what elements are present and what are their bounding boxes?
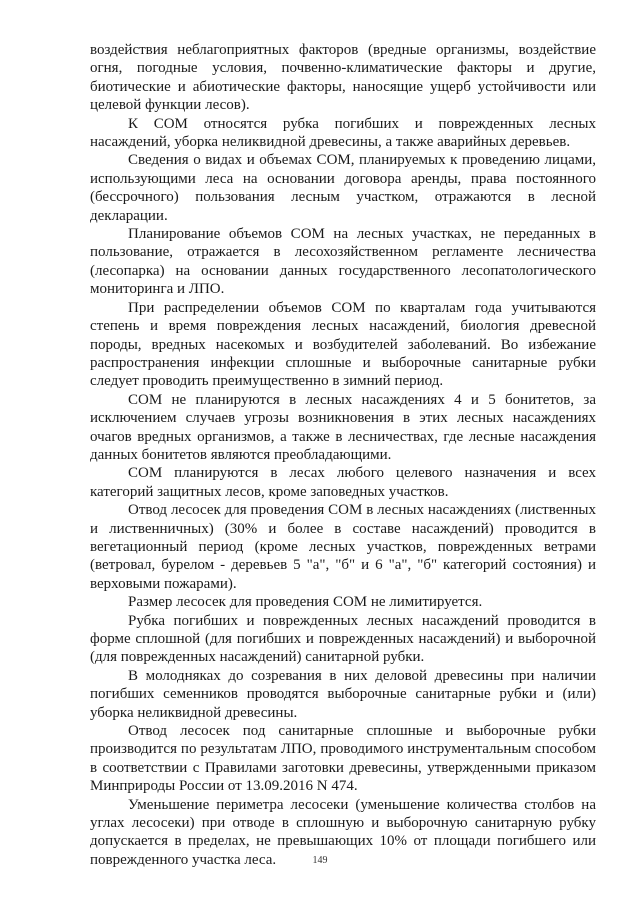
paragraph: Размер лесосек для проведения СОМ не лимитируется. [128,594,483,611]
paragraph: Уменьшение периметра лесосеки (уменьшение количества столбов на углах лесосеки) при отводе в сплошную и выборочную санитарную рубку допускается в пределах, не превышающих 10% от площади погибшего или поврежденного участка леса. [90,796,596,868]
paragraph: При распределении объемов СОМ по кварталам года учитываются степень и время повреждения лесных насаждений, биология древесной породы, вредных насекомых и возбудителей заболеваний. Во избежание распространения инфекции сплошные и выборочные санитарные рубки следует проводить преимущественно в зимний период. [90,299,596,390]
document-body [90,41,596,869]
paragraph: СОМ планируются в лесах любого целевого назначения и всех категорий защитных лесов, кроме заповедных участков. [90,465,596,500]
paragraph: СОМ не планируются в лесных насаждениях 4 и 5 бонитетов, за исключением случаев угрозы возникновения в этих лесных насаждениях очагов вредных организмов, а также в лесничествах, где лесные насаждения данных бонитетов являются преобладающими. [90,391,596,463]
paragraph: Сведения о видах и объемах СОМ, планируемых к проведению лицами, использующими леса на основании договора аренды, права постоянного (бессрочного) пользования лесным участком, отражаются в лесной декларации. [90,152,596,224]
paragraph-continuation: воздействия неблагоприятных факторов (вредные организмы, воздействие огня, погодные условия, почвенно-климатические факторы и другие, биотические и абиотические факторы, наносящие ущерб устойчивости или целевой функции лесов). [90,42,596,114]
page-number: 149 [312,855,328,866]
paragraph: В молодняках до созревания в них деловой древесины при наличии погибших семенников проводятся выборочные санитарные рубки и (или) уборка неликвидной древесины. [90,667,596,721]
paragraph: Планирование объемов СОМ на лесных участках, не переданных в пользование, отражается в лесохозяйственном регламенте лесничества (лесопарка) на основании данных государственного лесопатологического мониторинга и ЛПО. [90,226,596,298]
paragraph: Отвод лесосек под санитарные сплошные и выборочные рубки производится по результатам ЛПО, проводимого инструментальным способом в соответствии с Правилами заготовки древесины, утвержденными приказом Минприроды России от 13.09.2016 N 474. [90,723,596,795]
paragraph: К СОМ относятся рубка погибших и поврежденных лесных насаждений, уборка неликвидной древесины, а также аварийных деревьев. [90,115,596,151]
paragraph: Рубка погибших и поврежденных лесных насаждений проводится в форме сплошной (для погибших и поврежденных насаждений) и выборочной (для поврежденных насаждений) санитарной рубки. [90,612,596,666]
paragraph: Отвод лесосек для проведения СОМ в лесных насаждениях (лиственных и лиственничных) (30% и более в составе насаждений) проводится в вегетационный период (кроме лесных участков, поврежденных ветрами (ветровал, бурелом - деревьев 5 "а", "б" и 6 "а", "б" категорий состояния) и верховыми пожарами). [90,502,596,592]
